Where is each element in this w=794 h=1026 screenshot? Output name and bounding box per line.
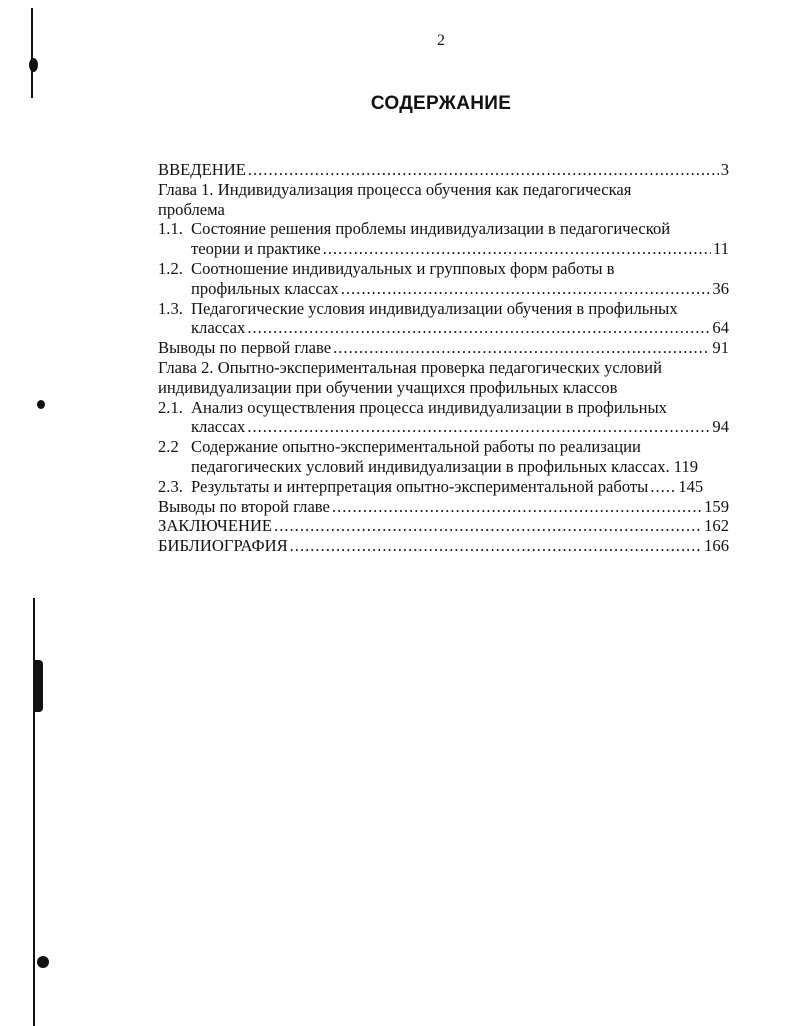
toc-label: классах [191, 417, 246, 437]
section-number: 1.3. [158, 298, 183, 318]
section-title: Педагогические условия индивидуализации обучения в профильных [191, 298, 678, 318]
toc-leader-dots [650, 477, 676, 497]
toc-leader-dots [290, 536, 702, 556]
section-title: Состояние решения проблемы индивидуализации в педагогической [191, 219, 671, 239]
toc-page-number: 91 [712, 338, 729, 358]
toc-leader-dots [332, 497, 702, 517]
toc-label: ЗАКЛЮЧЕНИЕ [158, 516, 273, 536]
toc-page-number: 166 [704, 536, 729, 556]
toc-entry-2-2 [158, 437, 729, 457]
toc-leader-dots [274, 516, 702, 536]
scan-mark-middle [37, 400, 45, 409]
toc-label: классах [191, 318, 246, 338]
toc-page-number: 94 [712, 417, 729, 437]
section-title: Анализ осуществления процесса индивидуализации в профильных [191, 397, 667, 417]
toc-label: педагогических условий индивидуализации в профильных классах. [191, 456, 670, 476]
toc-page-number: 159 [704, 496, 729, 516]
section-number: 2.3. [158, 476, 183, 496]
table-of-contents [158, 160, 729, 556]
toc-page-number: 145 [678, 476, 704, 496]
chapter-1-heading: Глава 1. Индивидуализация процесса обучения как педагогическая [158, 179, 632, 199]
chapter-1-heading-continued: проблема [158, 199, 225, 219]
toc-page-number: 119 [673, 456, 699, 476]
toc-leader-dots [323, 239, 711, 259]
toc-label: Выводы по второй главе [158, 496, 330, 516]
toc-entry-1-3 [158, 299, 729, 319]
section-title: Соотношение индивидуальных и групповых форм работы в [191, 258, 615, 278]
toc-leader-dots [248, 160, 719, 180]
section-title: Результаты и интерпретация опытно-экспериментальной работы [191, 476, 649, 496]
toc-entry-intro [158, 160, 729, 180]
toc-entry-1-2-continued [158, 279, 729, 299]
page-title: СОДЕРЖАНИЕ [370, 93, 512, 114]
section-title: Содержание опытно-экспериментальной работы по реализации [191, 437, 641, 457]
scan-margin-line-top [31, 8, 33, 98]
toc-page-number: 36 [712, 278, 729, 298]
toc-entry-bibliography [158, 536, 729, 556]
scan-mark-top [29, 58, 38, 72]
toc-entry-2-3 [158, 477, 729, 497]
toc-entry-2-1 [158, 398, 729, 418]
toc-page-number: 3 [720, 160, 729, 179]
toc-label [158, 477, 648, 497]
toc-entry-1-2 [158, 259, 729, 279]
toc-label: ВВЕДЕНИЕ [158, 160, 246, 179]
toc-page-number: 64 [712, 318, 729, 338]
toc-leader-dots [247, 318, 710, 338]
toc-entry-1-1 [158, 219, 729, 239]
chapter-2-heading-continued: индивидуализации при обучении учащихся профильных классов [158, 377, 618, 397]
toc-entry-1-3-continued [158, 318, 729, 338]
section-number: 1.2. [158, 258, 183, 278]
toc-page-number: 11 [713, 239, 729, 259]
scan-mark-bottom [37, 956, 49, 968]
page-number: 2 [437, 32, 445, 49]
section-number: 1.1. [158, 219, 183, 239]
section-number: 2.1. [158, 397, 183, 417]
toc-label: теории и практике [191, 239, 321, 259]
toc-page-number: 162 [704, 516, 729, 536]
toc-leader-dots [247, 417, 710, 437]
toc-entry-chapter-2-conclusions [158, 497, 729, 517]
toc-entry-2-1-continued [158, 417, 729, 437]
toc-entry-1-1-continued [158, 239, 729, 259]
section-number: 2.2 [158, 437, 179, 457]
toc-label: БИБЛИОГРАФИЯ [158, 536, 288, 556]
toc-label: профильных классах [191, 278, 339, 298]
toc-entry-conclusion [158, 516, 729, 536]
toc-leader-dots [333, 338, 710, 358]
toc-entry-chapter-1-conclusions [158, 338, 729, 358]
toc-entry-2-2-continued [158, 457, 729, 477]
toc-leader-dots [341, 279, 711, 299]
scan-margin-blot [33, 660, 43, 712]
toc-label: Выводы по первой главе [158, 338, 332, 358]
chapter-2-heading: Глава 2. Опытно-экспериментальная проверка педагогических условий [158, 357, 662, 377]
